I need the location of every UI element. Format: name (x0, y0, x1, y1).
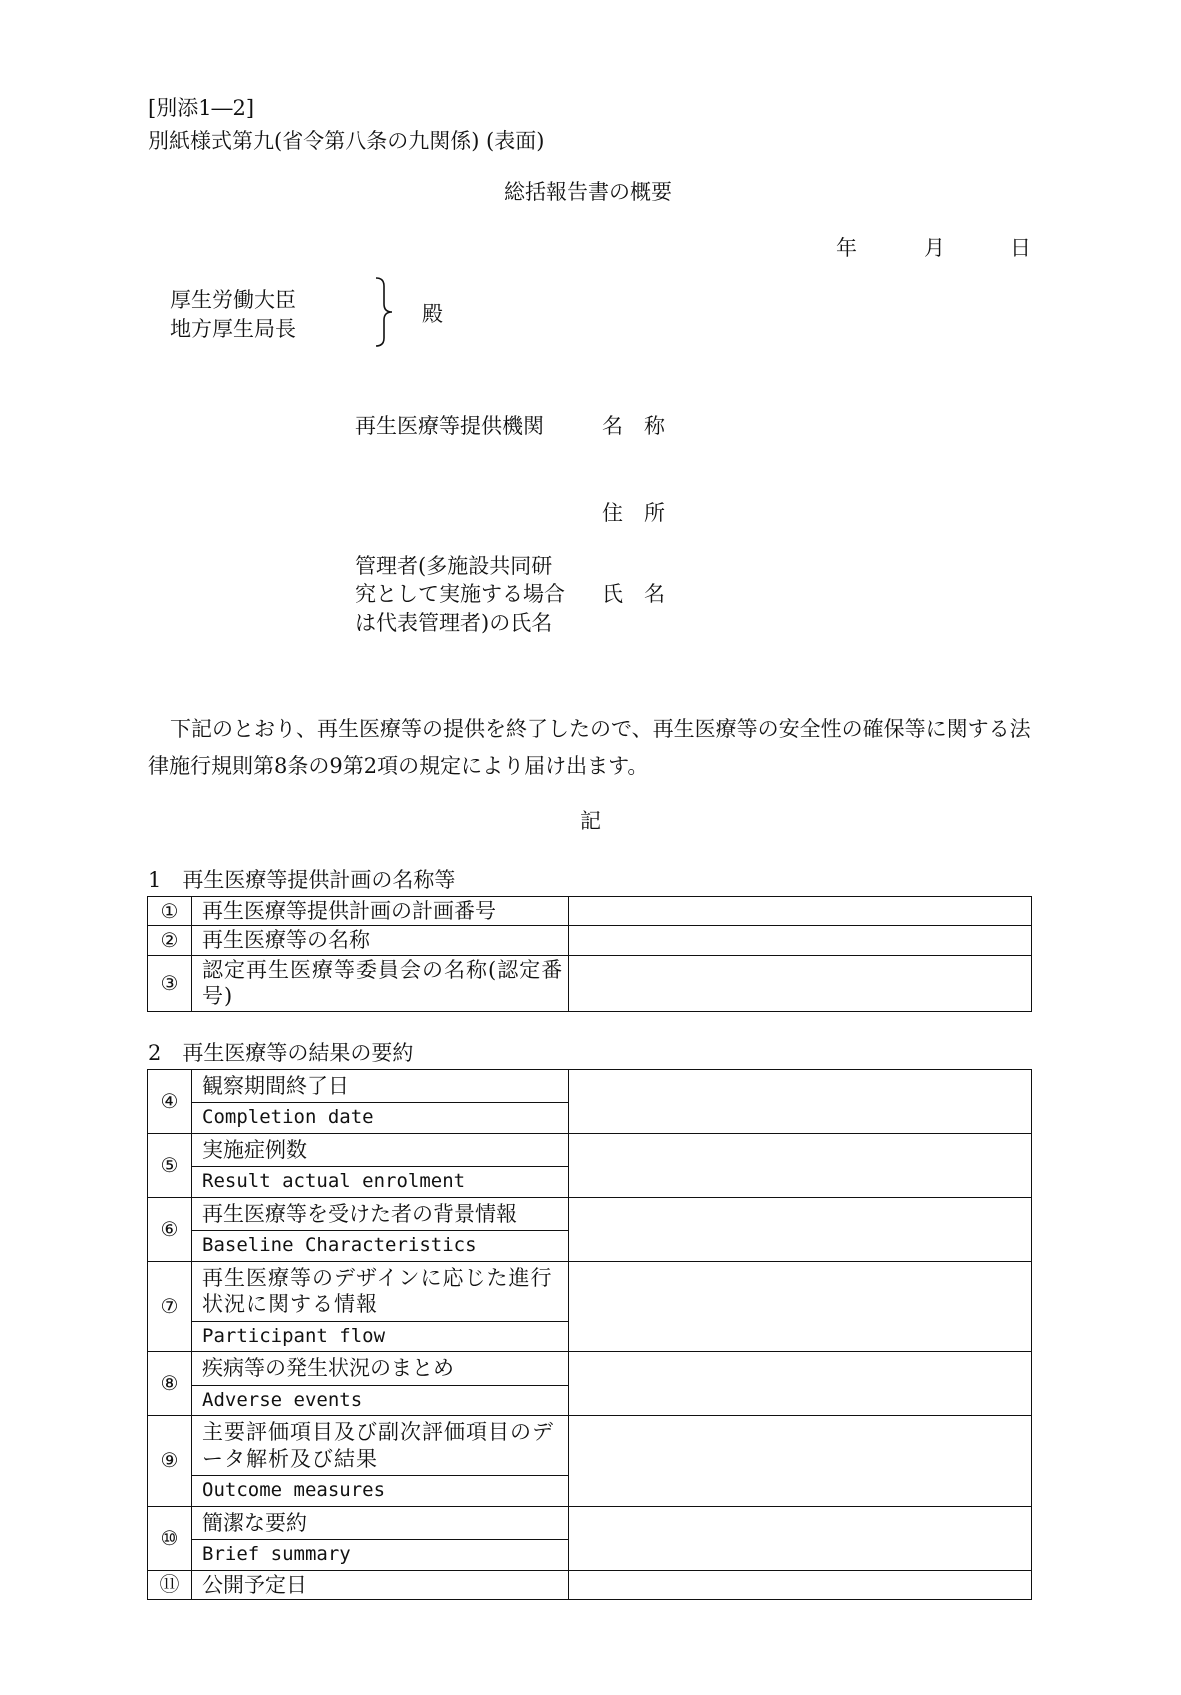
row-number: ⑤ (148, 1134, 192, 1198)
committee-name-value[interactable] (569, 955, 1032, 1011)
provider-name-label: 名 称 (602, 414, 665, 438)
row-label (192, 1506, 569, 1570)
table-row (148, 955, 1032, 1011)
intro-paragraph (148, 711, 1038, 785)
manager-label-line3: は代表管理者)の氏名 (355, 611, 553, 635)
row-label-en: Brief summary (192, 1539, 568, 1570)
document-title: 総括報告書の概要 (504, 180, 672, 204)
table-row (148, 1198, 1032, 1262)
row-number: ⑩ (148, 1506, 192, 1570)
row-number: ② (148, 926, 192, 955)
row-number: ⑨ (148, 1416, 192, 1506)
table-row (148, 1134, 1032, 1198)
manager-label-line1: 管理者(多施設共同研 (355, 554, 553, 578)
row-number: ④ (148, 1070, 192, 1134)
row-label-ja: 再生医療等のデザインに応じた進行状況に関する情報 (202, 1266, 553, 1317)
row-label-ja: 簡潔な要約 (202, 1510, 307, 1535)
table-row (148, 897, 1032, 926)
adverse-events-value[interactable] (569, 1352, 1032, 1416)
row-number: ① (148, 897, 192, 926)
table-row (148, 1262, 1032, 1352)
table-row (148, 1570, 1032, 1599)
date-day-label: 日 (1010, 236, 1031, 260)
table-row (148, 1352, 1032, 1416)
publication-date-value[interactable] (569, 1570, 1032, 1599)
row-label-en: Baseline Characteristics (192, 1230, 568, 1261)
table-row (148, 1506, 1032, 1570)
row-label-en: Outcome measures (192, 1475, 568, 1506)
row-number: ⑧ (148, 1352, 192, 1416)
ki-label: 記 (580, 809, 601, 833)
participant-flow-value[interactable] (569, 1262, 1032, 1352)
curly-brace-icon (372, 276, 396, 348)
section2-heading: 2 再生医療等の結果の要約 (148, 1041, 414, 1065)
row-label (192, 1070, 569, 1134)
intro-text: 下記のとおり、再生医療等の提供を終了したので、再生医療等の安全性の確保等に関する法律施行規則第8条の9第2項の規定により届け出ます。 (148, 717, 1031, 778)
addressee-bureau: 地方厚生局長 (170, 317, 296, 341)
brief-summary-value[interactable] (569, 1506, 1032, 1570)
row-label (192, 1198, 569, 1262)
row-label: 公開予定日 (192, 1570, 569, 1599)
actual-enrolment-value[interactable] (569, 1134, 1032, 1198)
manager-person-name-label: 氏 名 (602, 582, 665, 606)
section2-table (147, 1069, 1032, 1600)
date-year-label: 年 (836, 236, 857, 260)
provider-institution-label: 再生医療等提供機関 (355, 414, 544, 438)
row-label-ja: 再生医療等を受けた者の背景情報 (202, 1202, 517, 1226)
row-number: ⑦ (148, 1262, 192, 1352)
row-label: 再生医療等の名称 (192, 926, 569, 955)
outcome-measures-value[interactable] (569, 1416, 1032, 1506)
row-number: ③ (148, 955, 192, 1011)
row-label (192, 1134, 569, 1198)
row-label-en: Result actual enrolment (192, 1166, 568, 1197)
table-row (148, 1416, 1032, 1506)
regenerative-medicine-name-value[interactable] (569, 926, 1032, 955)
row-number: ⑥ (148, 1198, 192, 1262)
plan-number-value[interactable] (569, 897, 1032, 926)
row-label (192, 1416, 569, 1506)
row-label-ja: 実施症例数 (202, 1138, 307, 1162)
baseline-characteristics-value[interactable] (569, 1198, 1032, 1262)
table-row (148, 926, 1032, 955)
row-label (192, 1262, 569, 1352)
completion-date-value[interactable] (569, 1070, 1032, 1134)
provider-address-label: 住 所 (602, 501, 665, 525)
row-label-ja: 疾病等の発生状況のまとめ (202, 1356, 454, 1381)
row-label (192, 1352, 569, 1416)
addressee-honorific: 殿 (422, 302, 443, 326)
date-month-label: 月 (924, 236, 945, 260)
addressee-minister: 厚生労働大臣 (170, 288, 296, 312)
table-row (148, 1070, 1032, 1134)
row-label-ja: 主要評価項目及び副次評価項目のデータ解析及び結果 (202, 1420, 554, 1471)
manager-label-line2: 究として実施する場合 (355, 582, 565, 606)
row-label-en: Participant flow (192, 1321, 568, 1352)
row-label: 認定再生医療等委員会の名称(認定番号) (192, 955, 569, 1011)
section1-heading: 1 再生医療等提供計画の名称等 (148, 868, 456, 892)
row-label-ja: 観察期間終了日 (202, 1074, 349, 1098)
row-label-en: Adverse events (192, 1385, 568, 1416)
form-reference: 別紙様式第九(省令第八条の九関係) (表面) (148, 129, 545, 153)
section1-table (147, 896, 1032, 1012)
attachment-label: [別添1―2] (148, 96, 255, 120)
row-label: 再生医療等提供計画の計画番号 (192, 897, 569, 926)
row-label-en: Completion date (192, 1102, 568, 1133)
row-number: ⑪ (148, 1570, 192, 1599)
